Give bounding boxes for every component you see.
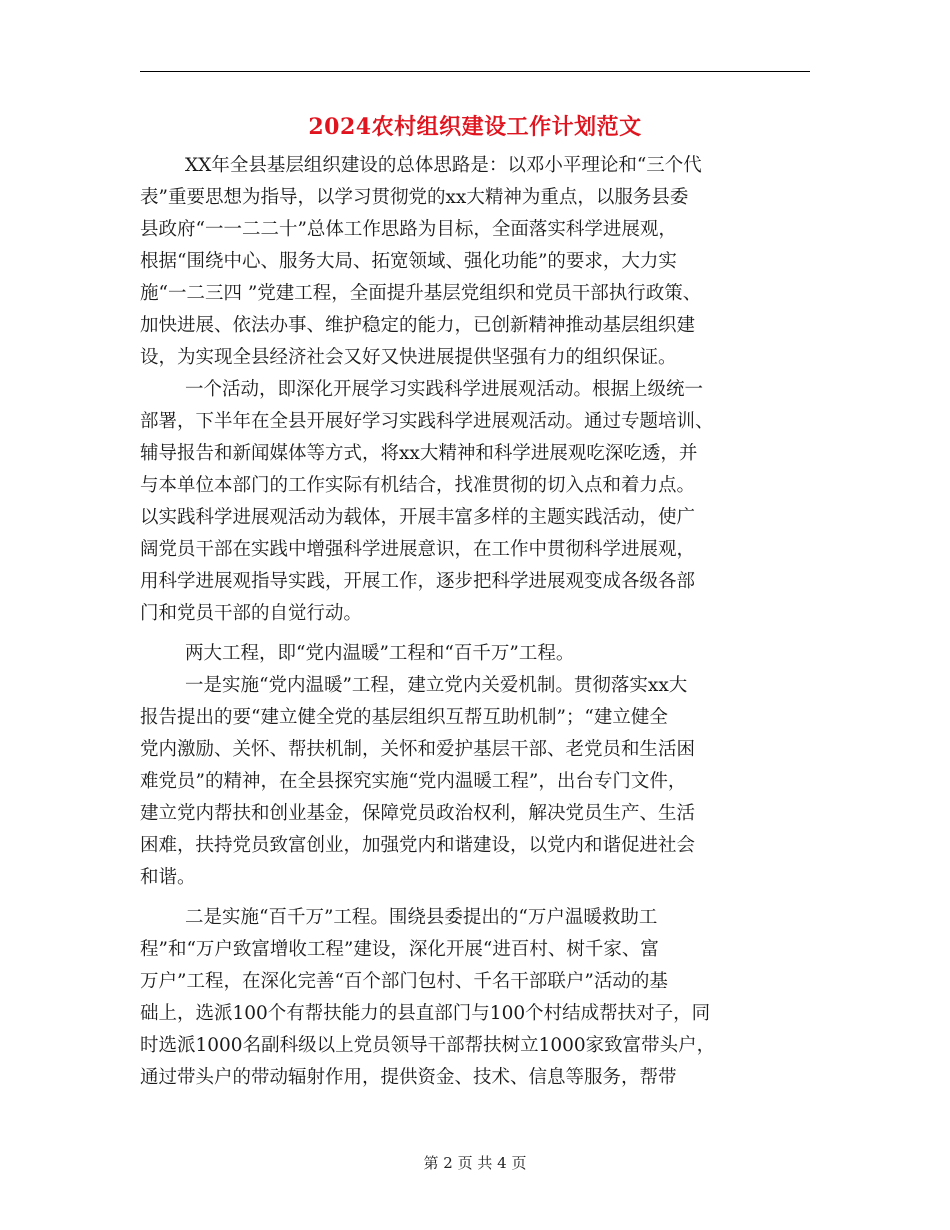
paragraph-1-line-3: 县政府“一一二二十”总体工作思路为目标，全面落实科学进展观， (140, 219, 677, 240)
paragraph-4-line-6: 困难，扶持党员致富创业，加强党内和谐建设，以党内和谐促进社会 (140, 835, 696, 856)
paragraph-5-line-1: 二是实施“百千万”工程。围绕县委提出的“万户温暖救助工 (185, 907, 658, 928)
paragraph-4-line-2: 报告提出的要“建立健全党的基层组织互帮互助机制”；“建立健全 (140, 707, 668, 728)
header-rule (140, 71, 810, 72)
paragraph-2-line-4: 与本单位本部门的工作实际有机结合，找准贯彻的切入点和着力点。 (140, 475, 696, 496)
paragraph-5-line-2: 程”和“万户致富增收工程”建设，深化开展“进百村、树千家、富 (140, 939, 659, 960)
paragraph-4-line-4: 难党员”的精神，在全县探究实施“党内温暖工程”，出台专门文件， (140, 771, 687, 792)
paragraph-4-line-3: 党内激励、关怀、帮扶机制，关怀和爱护基层干部、老党员和生活困 (140, 739, 696, 760)
paragraph-2-line-2: 部署，下半年在全县开展好学习实践科学进展观活动。通过专题培训、 (140, 411, 714, 432)
paragraph-5-line-3: 万户”工程，在深化完善“百个部门包村、千名干部联户”活动的基 (140, 971, 668, 992)
paragraph-4-line-1: 一是实施“党内温暖”工程，建立党内关爱机制。贯彻落实xx大 (185, 675, 688, 696)
paragraph-2-line-8: 门和党员干部的自觉行动。 (140, 603, 363, 624)
paragraph-2-line-7: 用科学进展观指导实践，开展工作，逐步把科学进展观变成各级各部 (140, 571, 696, 592)
paragraph-2-line-5: 以实践科学进展观活动为载体，开展丰富多样的主题实践活动，使广 (140, 507, 696, 528)
paragraph-4-line-5: 建立党内帮扶和创业基金，保障党员政治权利，解决党员生产、生活 (140, 803, 696, 824)
document-title: 2024农村组织建设工作计划范文 (308, 114, 642, 140)
paragraph-1-line-5: 施“一二三四 ”党建工程，全面提升基层党组织和党员干部执行政策、 (140, 283, 702, 304)
paragraph-1-line-4: 根据“围绕中心、服务大局、拓宽领域、强化功能”的要求，大力实 (140, 251, 677, 272)
paragraph-2-line-1: 一个活动，即深化开展学习实践科学进展观活动。根据上级统一 (185, 379, 704, 400)
paragraph-3-line-1: 两大工程，即“党内温暖”工程和“百千万”工程。 (185, 643, 575, 664)
paragraph-5-line-4: 础上，选派100个有帮扶能力的县直部门与100个村结成帮扶对子，同 (140, 1003, 711, 1024)
paragraph-1-line-6: 加快进展、依法办事、维护稳定的能力，已创新精神推动基层组织建 (140, 315, 696, 336)
paragraph-1-line-7: 设，为实现全县经济社会又好又快进展提供坚强有力的组织保证。 (140, 347, 677, 368)
paragraph-1-line-1: XX年全县基层组织建设的总体思路是：以邓小平理论和“三个代 (185, 155, 702, 176)
paragraph-2-line-3: 辅导报告和新闻媒体等方式，将xx大精神和科学进展观吃深吃透，并 (140, 443, 698, 464)
paragraph-5-line-5: 时选派1000名副科级以上党员领导干部帮扶树立1000家致富带头户， (140, 1035, 716, 1056)
page-number: 第 2 页 共 4 页 (423, 1154, 527, 1172)
paragraph-4-line-7: 和谐。 (140, 867, 196, 888)
paragraph-2-line-6: 阔党员干部在实践中增强科学进展意识，在工作中贯彻科学进展观， (140, 539, 696, 560)
paragraph-1-line-2: 表”重要思想为指导，以学习贯彻党的xx大精神为重点，以服务县委 (140, 187, 689, 208)
paragraph-5-line-6: 通过带头户的带动辐射作用，提供资金、技术、信息等服务，帮带 (140, 1067, 677, 1088)
